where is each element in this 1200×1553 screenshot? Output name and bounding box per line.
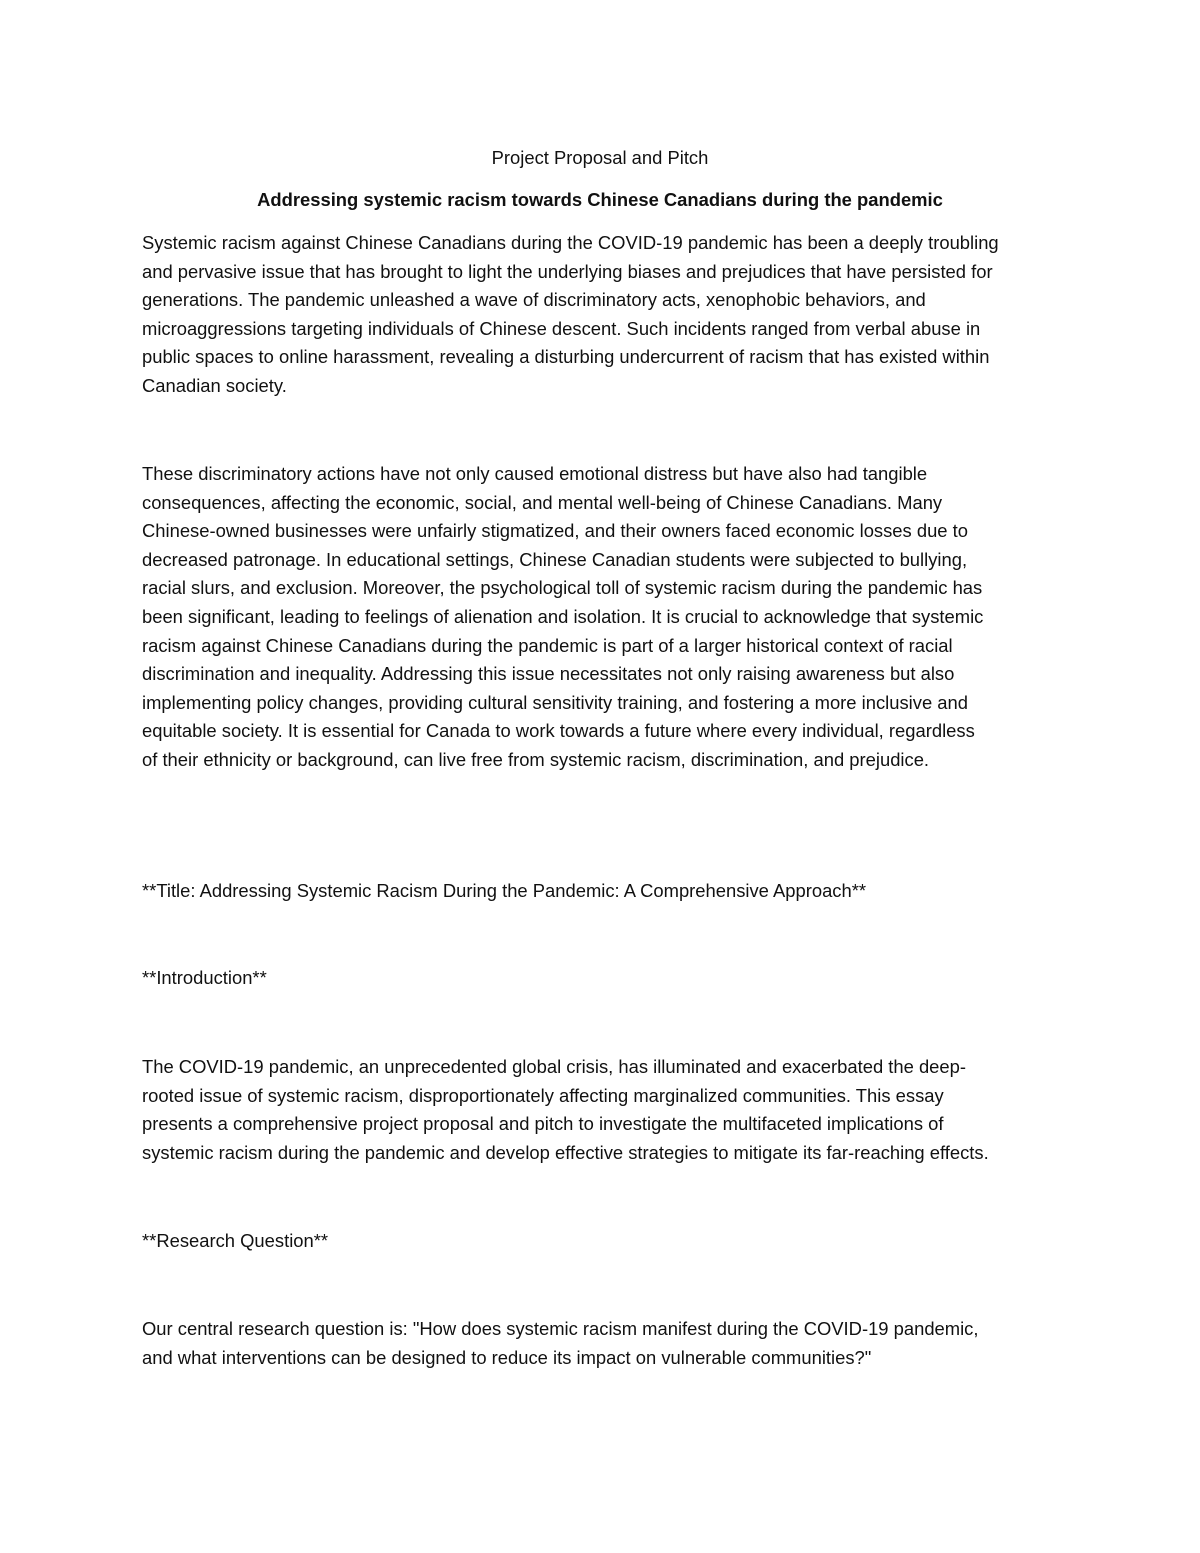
essay-title-heading: **Title: Addressing Systemic Racism During the Pandemic: A Comprehensive Approach** (142, 880, 867, 901)
paragraph-research-question: Our central research question is: "How does systemic racism manifest during the COVID-19 pandemic, and what interventions can be designed to reduce its impact on vulnerable communities?" (142, 1318, 979, 1368)
introduction-heading: **Introduction** (142, 967, 267, 988)
document-title: Project Proposal and Pitch (491, 147, 709, 168)
document-subtitle: Addressing systemic racism towards Chinese Canadians during the pandemic (257, 189, 943, 210)
paragraph-intro-systemic-racism: Systemic racism against Chinese Canadians during the COVID-19 pandemic has been a deeply troubling and pervasive issue that has brought to light the underlying biases and prejudices that have persisted for generations. The pandemic unleashed a wave of discriminatory acts, xenophobic behaviors, and microaggressions targeting individuals of Chinese descent. Such incidents ranged from verbal abuse in public spaces to online harassment, revealing a disturbing undercurrent of racism that has existed within Canadian society. (142, 232, 999, 396)
paragraph-introduction: The COVID-19 pandemic, an unprecedented global crisis, has illuminated and exacerbated the deep- rooted issue of systemic racism, disproportionately affecting marginalized communities. This essay presents a comprehensive project proposal and pitch to investigate the multifaceted implications of systemic racism during the pandemic and develop effective strategies to mitigate its far-reaching effects. (142, 1056, 989, 1163)
paragraph-consequences: These discriminatory actions have not only caused emotional distress but have also had tangible consequences, affecting the economic, social, and mental well-being of Chinese Canadians. Many Chinese-owned businesses were unfairly stigmatized, and their owners faced economic losses due to decreased patronage. In educational settings, Chinese Canadian students were subjected to bullying, racial slurs, and exclusion. Moreover, the psychological toll of systemic racism during the pandemic has been significant, leading to feelings of alienation and isolation. It is crucial to acknowledge that systemic racism against Chinese Canadians during the pandemic is part of a larger historical context of racial discrimination and inequality. Addressing this issue necessitates not only raising awareness but also implementing policy changes, providing cultural sensitivity training, and fostering a more inclusive and equitable society. It is essential for Canada to work towards a future where every individual, regardless of their ethnicity or background, can live free from systemic racism, discrimination, and prejudice. (142, 463, 984, 770)
research-question-heading: **Research Question** (142, 1230, 329, 1251)
